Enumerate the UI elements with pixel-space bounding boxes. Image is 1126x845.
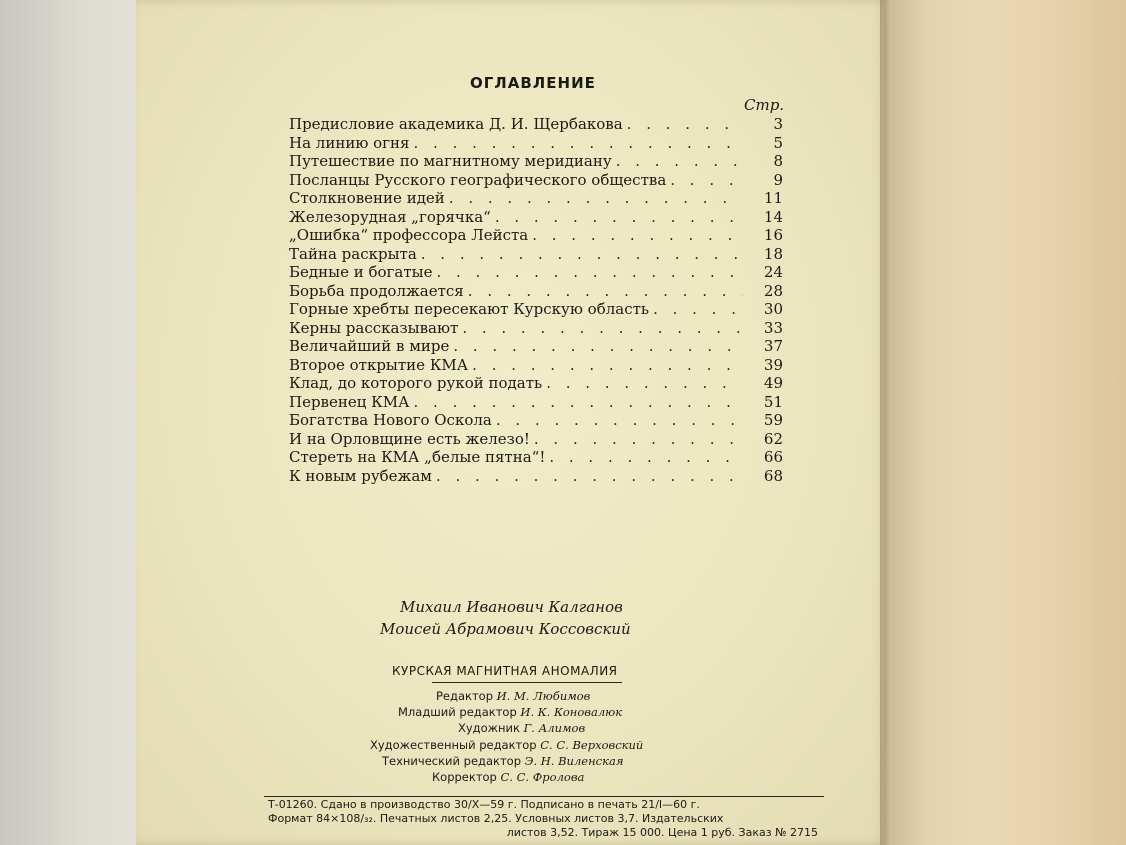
toc-entry-title: Столкновение идей: [289, 189, 445, 207]
toc-leader-dots: [414, 393, 744, 412]
toc-entry-page: 62: [763, 429, 783, 448]
credits-list: [360, 688, 700, 785]
title-underline: [432, 682, 622, 683]
toc-leader-dots: [449, 189, 743, 208]
credit-role: Корректор: [432, 769, 497, 784]
toc-entry-page: 16: [763, 226, 783, 244]
imprint-block: [268, 798, 838, 840]
author-1: Михаил Иванович Калганов: [400, 598, 623, 616]
toc-entry-page: 33: [763, 318, 783, 337]
toc-entry: [289, 393, 783, 412]
book-title: КУРСКАЯ МАГНИТНАЯ АНОМАЛИЯ: [392, 664, 618, 678]
credit-line: [360, 737, 700, 753]
toc-entry-title: Первенец КМА: [289, 392, 410, 411]
toc-leader-dots: [414, 134, 744, 153]
credit-role: Технический редактор: [382, 753, 521, 768]
toc-entry-title: Путешествие по магнитному меридиану: [289, 152, 612, 170]
toc-leader-dots: [627, 115, 743, 134]
toc-leader-dots: [616, 152, 743, 171]
toc-leader-dots: [496, 411, 743, 430]
credit-line: [360, 704, 700, 720]
credit-line: [360, 753, 700, 769]
toc-entry-page: 37: [763, 337, 783, 355]
toc-leader-dots: [472, 356, 743, 375]
imprint-line: Формат 84×108/₃₂. Печатных листов 2,25. Условных листов 3,7. Издательских: [268, 812, 724, 825]
toc-entry-page: 30: [763, 300, 783, 318]
toc-entry-title: Горные хребты пересекают Курскую область: [289, 300, 650, 318]
toc-entry-page: 18: [763, 244, 783, 263]
toc-entry: [289, 430, 783, 449]
toc-entry: [289, 448, 783, 467]
toc-entry-title: Клад, до которого рукой подать: [289, 374, 543, 392]
toc-entry-title: Керны рассказывают: [289, 318, 459, 337]
toc-entry-page: 9: [773, 170, 783, 189]
toc-entry-page: 39: [763, 355, 783, 374]
background-surface: [0, 0, 140, 845]
toc-entry-title: Предисловие академика Д. И. Щербакова: [289, 115, 623, 133]
toc-entry: [289, 467, 783, 486]
page-column-label: Стр.: [744, 96, 785, 114]
toc-entry-title: Стереть на КМА „белые пятна“!: [289, 448, 546, 466]
toc-entry-title: Величайший в мире: [289, 337, 450, 355]
toc-leader-dots: [453, 337, 743, 356]
toc-entry-title: Бедные и богатые: [289, 263, 433, 281]
toc-entry-page: 8: [773, 152, 783, 170]
toc-entry-page: 28: [763, 281, 783, 300]
toc-entry: [289, 282, 783, 301]
toc-entry-page: 11: [763, 189, 783, 207]
credit-name: С. С. Верховский: [540, 737, 644, 752]
toc-leader-dots: [468, 282, 743, 301]
toc-entry-title: И на Орловщине есть железо!: [289, 429, 530, 448]
toc-entry: [289, 208, 783, 227]
toc-entry-title: Железорудная „горячка“: [289, 207, 491, 226]
toc-leader-dots: [532, 226, 743, 245]
credit-role: Художник: [458, 721, 520, 736]
toc-entry-title: Богатства Нового Оскола: [289, 411, 492, 429]
toc-entry-title: Тайна раскрыта: [289, 244, 417, 263]
credit-line: [360, 688, 700, 704]
toc-entry-title: К новым рубежам: [289, 466, 432, 485]
credit-role: Младший редактор: [398, 705, 517, 720]
toc-heading: ОГЛАВЛЕНИЕ: [470, 74, 596, 92]
toc-entry: [289, 152, 783, 171]
toc-entry-page: 59: [763, 411, 783, 429]
credit-name: Г. Алимов: [523, 721, 586, 736]
toc-entry-page: 24: [763, 263, 783, 281]
toc-entry: [289, 189, 783, 208]
credit-role: Редактор: [436, 689, 493, 703]
credit-name: Э. Н. Виленская: [524, 753, 624, 768]
toc-leader-dots: [670, 171, 743, 190]
page-fold-shadow: [880, 0, 890, 845]
toc-leader-dots: [462, 319, 743, 338]
table-of-contents: [289, 115, 783, 485]
toc-entry: [289, 374, 783, 393]
toc-leader-dots: [653, 300, 743, 319]
credit-name: С. С. Фролова: [500, 769, 585, 784]
toc-entry: [289, 411, 783, 430]
credit-line: [360, 769, 700, 785]
credit-name: И. М. Любимов: [496, 689, 591, 703]
credit-role: Художественный редактор: [370, 737, 537, 752]
toc-entry: [289, 134, 783, 153]
imprint-divider: [264, 796, 824, 797]
toc-entry: [289, 356, 783, 375]
toc-entry: [289, 245, 783, 264]
toc-entry: [289, 319, 783, 338]
author-names: [380, 596, 680, 640]
toc-entry: [289, 337, 783, 356]
toc-entry: [289, 226, 783, 245]
toc-leader-dots: [436, 467, 743, 486]
toc-entry-page: 49: [763, 374, 783, 392]
toc-entry: [289, 300, 783, 319]
credit-line: [360, 720, 700, 736]
toc-entry-title: Посланцы Русского географического общества: [289, 170, 667, 189]
toc-entry-page: 68: [763, 466, 783, 485]
toc-leader-dots: [534, 430, 743, 449]
toc-entry: [289, 171, 783, 190]
credit-name: И. К. Коновалюк: [520, 705, 623, 720]
toc-leader-dots: [436, 263, 743, 282]
toc-entry-page: 51: [763, 392, 783, 411]
toc-entry-page: 66: [763, 448, 783, 466]
imprint-line: Т-01260. Сдано в производство 30/X—59 г. Подписано в печать 21/I—60 г.: [268, 798, 700, 811]
toc-entry-title: Второе открытие КМА: [289, 355, 469, 374]
toc-leader-dots: [546, 374, 743, 393]
toc-entry-page: 5: [773, 133, 783, 152]
imprint-line: листов 3,52. Тираж 15 000. Цена 1 руб. Заказ № 2715: [506, 826, 818, 839]
toc-entry-title: Борьба продолжается: [289, 281, 464, 300]
toc-leader-dots: [421, 245, 743, 264]
toc-leader-dots: [495, 208, 743, 227]
toc-leader-dots: [549, 448, 743, 467]
toc-entry-title: На линию огня: [289, 133, 410, 152]
toc-entry-title: „Ошибка“ профессора Лейста: [289, 226, 529, 244]
toc-entry: [289, 263, 783, 282]
author-2: Моисей Абрамович Коссовский: [380, 620, 631, 638]
toc-entry-page: 14: [763, 207, 783, 226]
facing-page: [884, 0, 1126, 845]
toc-entry-page: 3: [773, 115, 783, 133]
toc-entry: [289, 115, 783, 134]
